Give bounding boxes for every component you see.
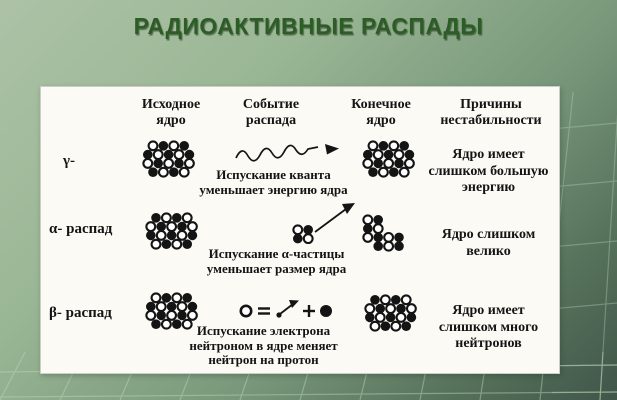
cause-line: Ядро имеет (452, 147, 525, 162)
row-label-beta: β- распад (49, 305, 112, 321)
row-label-gamma: γ- (63, 153, 76, 169)
caption-line: Испускание электрона (196, 323, 331, 338)
caption-line: нейтрон на протон (208, 352, 319, 368)
gamma-quantum-wave-arrow-icon (233, 140, 341, 166)
cause-line: слишком много (438, 319, 539, 335)
header-line: нестабильности (440, 113, 542, 129)
header-line: Исходное (141, 97, 201, 112)
beta-cause-text (411, 303, 566, 353)
cause-line: велико (466, 243, 511, 259)
header-line: Конечное (351, 97, 411, 112)
beta-event-caption (156, 324, 371, 368)
column-header-decay-event (211, 97, 331, 129)
gamma-cause-text (411, 147, 566, 197)
header-line: распада (245, 113, 297, 129)
alpha-initial-nucleus-diagram (144, 211, 206, 252)
caption-line: Испускание кванта (216, 167, 331, 182)
diagram-panel (40, 86, 560, 374)
caption-line: уменьшает энергию ядра (199, 181, 348, 197)
alpha-cause-text (411, 227, 566, 260)
alpha-emission-arrow-icon (311, 201, 357, 235)
cause-line: слишком большую (428, 163, 549, 179)
header-line: Причины (460, 97, 522, 112)
slide-title: РАДИОАКТИВНЫЕ РАСПАДЫ (133, 13, 484, 39)
column-header-instability-causes (416, 97, 566, 129)
header-line: Событие (242, 97, 300, 112)
caption-line: Испускание α-частицы (208, 246, 345, 261)
header-line: ядро (366, 113, 396, 129)
alpha-final-nucleus-diagram (361, 213, 412, 254)
cause-line: энергию (461, 180, 516, 196)
caption-line: уменьшает размер ядра (206, 260, 347, 276)
cause-line: Ядро слишком (441, 227, 536, 242)
caption-line: нейтроном в ядре меняет (189, 337, 338, 353)
header-line: ядро (156, 113, 186, 129)
row-label-alpha: α- распад (49, 221, 113, 237)
cause-line: Ядро имеет (452, 303, 525, 318)
alpha-event-caption (169, 247, 384, 276)
gamma-event-caption (171, 168, 376, 197)
cause-line: нейтронов (455, 336, 522, 352)
beta-neutron-decay-equation-icon (237, 298, 337, 322)
